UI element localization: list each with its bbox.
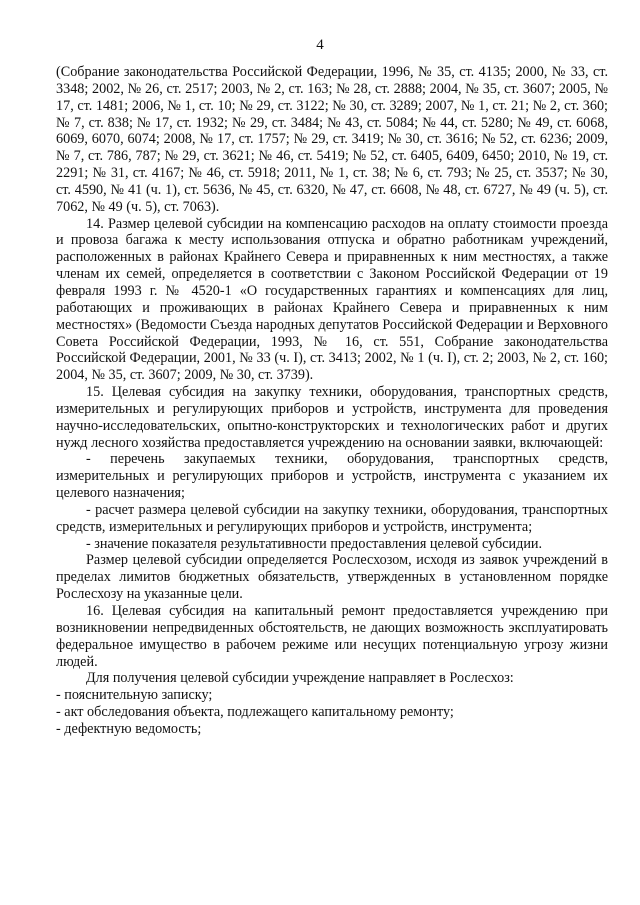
- clause-15-paragraph: 15. Целевая субсидия на закупку техники, оборудования, транспортных средств, измерительных и регулирующих приборов и устройств, инструмента для проведения научно-исследовательских, опытно-конструкторских и технологических работ и других нужд лесного хозяйства предоставляется учреждению на основании заявки, включающей:: [56, 384, 608, 451]
- documents-intro-paragraph: Для получения целевой субсидии учреждение направляет в Рослесхоз:: [86, 670, 514, 687]
- clause-15-list-item-2: - расчет размера целевой субсидии на закупку техники, оборудования, транспортных средств, измерительных и регулирующих приборов и устройств, инструмента;: [56, 501, 608, 535]
- legislation-citations-paragraph: (Собрание законодательства Российской Федерации, 1996, № 35, ст. 4135; 2000, № 33, ст. 3348; 2002, № 26, ст. 2517; 2003, № 2, ст. 163; № 28, ст. 2888; 2004, № 35, ст. 3607; 2005, № 17, ст. 1481; 2006, № 1, ст. 10; № 29, ст. 3122; № 30, ст. 3289; 2007, № 1, ст. 21; № 2, ст. 360; № 7, ст. 838; № 17, ст. 1932; № 29, ст. 3484; № 43, ст. 5084; № 44, ст. 5280; № 49, ст. 6068, 6069, 6070, 6074; 2008, № 17, ст. 1757; № 29, ст. 3419; № 30, ст. 3616; № 52, ст. 6236; 2009, № 7, ст. 786, 787; № 29, ст. 3621; № 46, ст. 5419; № 52, ст. 6405, 6409, 6450; 2010, № 19, ст. 2291; № 31, ст. 4167; № 46, ст. 5918; 2011, № 1, ст. 38; № 6, ст. 793; № 25, ст. 3537; № 30, ст. 4590, № 41 (ч. 1), ст. 5636, № 45, ст. 6320, № 47, ст. 6608, № 48, ст. 6727, № 49 (ч. 5), ст. 7062, № 49 (ч. 5), ст. 7063).: [56, 64, 608, 215]
- clause-16-paragraph: 16. Целевая субсидия на капитальный ремонт предоставляется учреждению при возникновении непредвиденных обстоятельств, не дающих возможность эксплуатировать федеральное имущество в рабочем режиме или несущих потенциальную угрозу жизни людей.: [56, 603, 608, 670]
- documents-list-item-1: - пояснительную записку;: [56, 687, 213, 704]
- clause-15-list-item-1: - перечень закупаемых техники, оборудования, транспортных средств, измерительных и регулирующих приборов и устройств, инструмента с указанием их целевого назначения;: [56, 451, 608, 502]
- documents-list-item-2: - акт обследования объекта, подлежащего капитальному ремонту;: [56, 704, 454, 721]
- subsidy-amount-paragraph: Размер целевой субсидии определяется Рослесхозом, исходя из заявок учреждений в пределах лимитов бюджетных обязательств, утвержденных в установленном порядке Рослесхозу на указанные цели.: [56, 552, 608, 603]
- document-body: [56, 64, 608, 738]
- clause-14-paragraph: 14. Размер целевой субсидии на компенсацию расходов на оплату стоимости проезда и провоза багажа к месту использования отпуска и обратно работникам учреждений, расположенных в районах Крайнего Севера и приравненных к ним местностях, а также членам их семей, определяется в соответствии с Законом Российской Федерации от 19 февраля 1993 г. № 4520-1 «О государственных гарантиях и компенсациях для лиц, работающих и проживающих в районах Крайнего Севера и приравненных к ним местностях» (Ведомости Съезда народных депутатов Российской Федерации и Верховного Совета Российской Федерации, 1993, № 16, ст. 551, Собрание законодательства Российской Федерации, 2001, № 33 (ч. I), ст. 3413; 2002, № 1 (ч. I), ст. 2; 2003, № 2, ст. 160; 2004, № 35, ст. 3607; 2009, № 30, ст. 3739).: [56, 215, 608, 384]
- clause-15-list-item-3: - значение показателя результативности предоставления целевой субсидии.: [86, 535, 543, 552]
- page-number: 4: [316, 37, 324, 53]
- documents-list-item-3: - дефектную ведомость;: [56, 720, 202, 737]
